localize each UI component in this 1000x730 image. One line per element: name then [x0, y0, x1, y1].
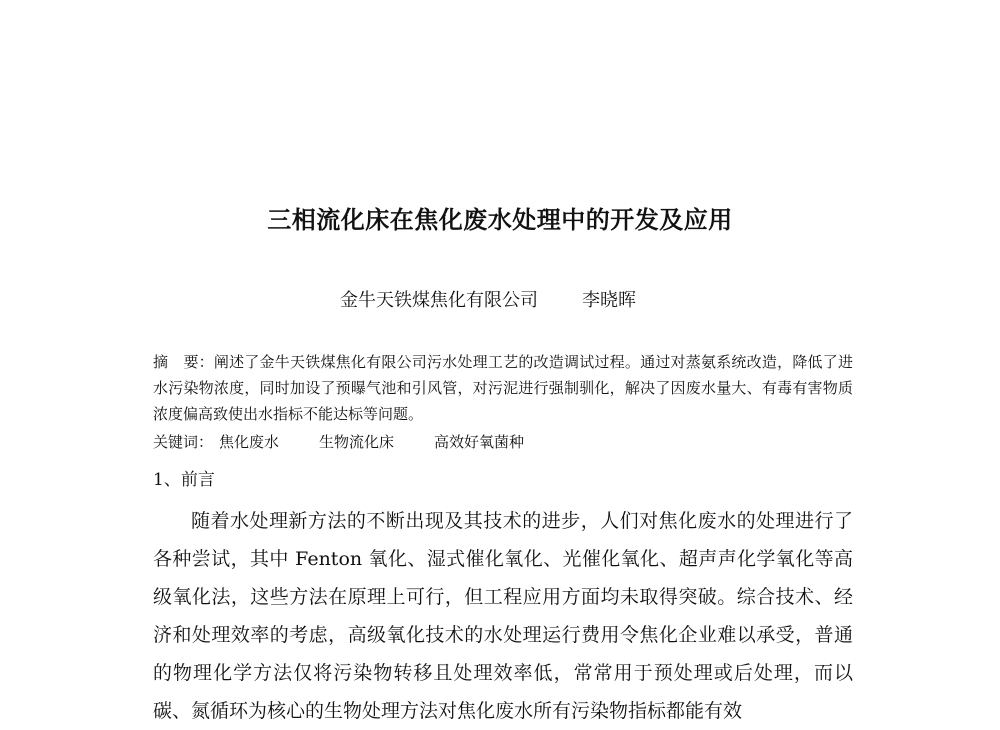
body-paragraph: 随着水处理新方法的不断出现及其技术的进步，人们对焦化废水的处理进行了各种尝试，其中 Fenton 氧化、湿式催化氧化、光催化氧化、超声声化学氧化等高级氧化法，这些方法在原理上可行，但工程应用方面均未取得突破。综合技术、经济和处理效率的考虑，高级氧化技术的水处理运行费用令焦化企业难以承受，普通的物理化学方法仅将污染物转移且处理效率低，常常用于预处理或后处理，而以碳、氮循环为核心的生物处理方法对焦化废水所有污染物指标都能有效: [153, 510, 853, 722]
author: 李晓晖: [582, 290, 636, 311]
abstract: [153, 349, 853, 427]
keyword-item: 生物流化床: [319, 433, 395, 451]
keywords: [153, 431, 558, 452]
keywords-label: 关键词：: [153, 433, 214, 451]
paper-title: 三相流化床在焦化废水处理中的开发及应用: [267, 206, 733, 234]
abstract-text: 阐述了金牛天铁煤焦化有限公司污水处理工艺的改造调试过程。通过对蒸氨系统改造，降低了进水污染物浓度，同时加设了预曝气池和引风管，对污泥进行强制驯化，解决了因废水量大、有毒有害物质浓度偏高致使出水指标不能达标等问题。: [153, 353, 853, 423]
organization: 金牛天铁煤焦化有限公司: [340, 290, 538, 311]
keyword-item: 高效好氧菌种: [434, 433, 525, 451]
section-heading: 1、前言: [153, 470, 215, 490]
abstract-label: 摘 要：: [153, 353, 214, 371]
keyword-item: 焦化废水: [219, 433, 280, 451]
byline: [340, 286, 636, 312]
